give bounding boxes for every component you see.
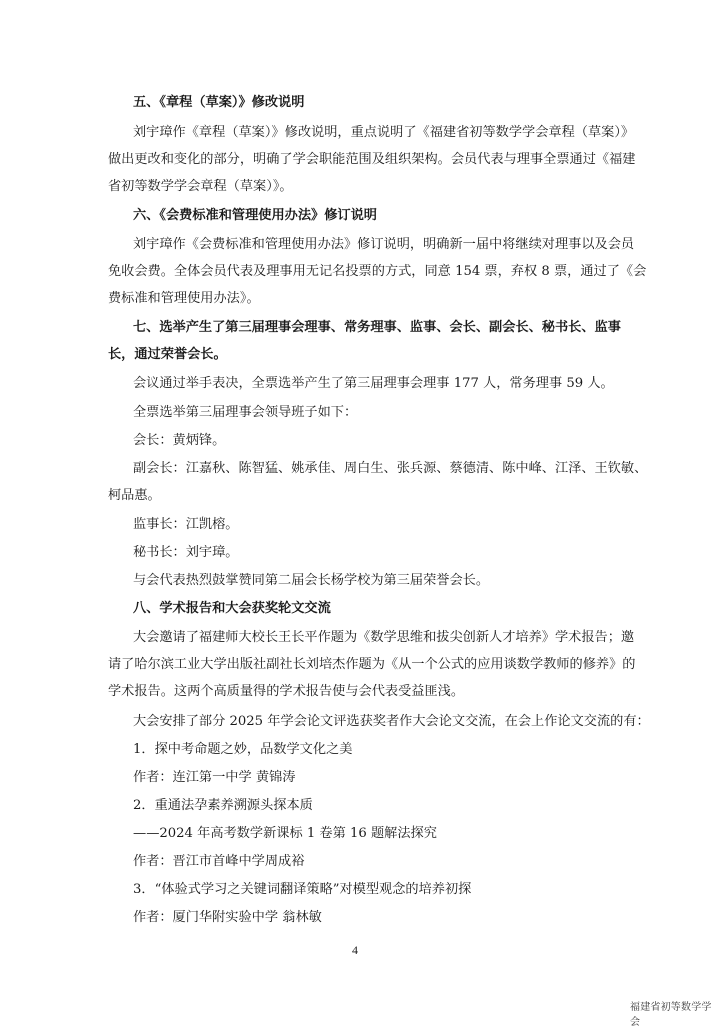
list-item-author: 作者：连江第一中学 黄锦涛 — [133, 770, 296, 785]
page-number: 4 — [352, 943, 358, 957]
paragraph-line: 全票选举第三届理事会领导班子如下： — [133, 405, 358, 420]
list-item: 3．“体验式学习之关键词翻译策略”对模型观念的培养初探 — [133, 882, 472, 897]
list-item-author: 作者：厦门华附实验中学 翁林敏 — [133, 910, 322, 925]
list-item: 1．探中考命题之妙，品数学文化之美 — [133, 742, 353, 757]
paragraph-line: 大会邀请了福建师大校长王长平作题为《数学思维和拔尖创新人才培养》学术报告；邀 — [133, 630, 635, 645]
paragraph-line: 监事长：江凯榕。 — [133, 517, 239, 532]
list-item-author: 作者：晋江市首峰中学周成裕 — [133, 854, 305, 869]
list-item: 2．重通法孕素养溯源头探本质 — [133, 798, 313, 813]
list-item-subtitle: ——2024 年高考数学新课标 1 卷第 16 题解法探究 — [133, 826, 437, 841]
section-heading-5: 五、《章程（草案）》修改说明 — [133, 95, 305, 110]
paragraph-line: 省初等数学学会章程（草案）》。 — [108, 179, 293, 194]
paragraph-line: 刘宇璋作《会费标准和管理使用办法》修订说明，明确新一届中将继续对理事以及会员 — [133, 237, 635, 252]
paragraph-line: 学术报告。这两个高质量得的学术报告使与会代表受益匪浅。 — [108, 684, 465, 699]
paragraph-line: 请了哈尔滨工业大学出版社副社长刘培杰作题为《从一个公式的应用谈数学教师的修养》的 — [108, 657, 636, 672]
paragraph-line: 会长：黄炳锋。 — [133, 433, 226, 448]
paragraph-line: 副会长：江嘉秋、陈智猛、姚承佳、周白生、张兵源、蔡德清、陈中峰、江泽、王钦敏、 — [133, 461, 648, 476]
paragraph-line: 做出更改和变化的部分，明确了学会职能范围及组织架构。会员代表与理事全票通过《福建 — [108, 152, 636, 167]
paragraph-line: 会议通过举手表决，全票选举产生了第三届理事会理事 177 人，常务理事 59 人。 — [133, 376, 614, 391]
section-heading-7: 七、选举产生了第三届理事会理事、常务理事、监事、会长、副会长、秘书长、监事 — [133, 320, 621, 335]
paragraph-line: 大会安排了部分 2025 年学会论文评选获奖者作大会论文交流，在会上作论文交流的有： — [133, 714, 650, 729]
paragraph-line: 免收会费。全体会员代表及理事用无记名投票的方式，同意 154 票，弃权 8 票，通过了《会 — [108, 264, 647, 279]
paragraph-line: 刘宇璋作《章程（草案）》修改说明，重点说明了《福建省初等数学学会章程（草案）》 — [133, 125, 635, 140]
section-heading-6: 六、《会费标准和管理使用办法》修订说明 — [133, 208, 377, 223]
watermark: 福建省初等数学学会 — [630, 1002, 712, 1028]
paragraph-line: 与会代表热烈鼓掌赞同第二届会长杨学校为第三届荣誉会长。 — [133, 573, 490, 588]
paragraph-line: 费标准和管理使用办法》。 — [108, 291, 260, 306]
section-heading-8: 八、学术报告和大会获奖轮文交流 — [133, 601, 331, 616]
paragraph-line: 秘书长：刘宇璋。 — [133, 545, 239, 560]
section-heading-7-cont: 长，通过荣誉会长。 — [108, 347, 227, 362]
paragraph-line: 柯品惠。 — [108, 488, 161, 503]
